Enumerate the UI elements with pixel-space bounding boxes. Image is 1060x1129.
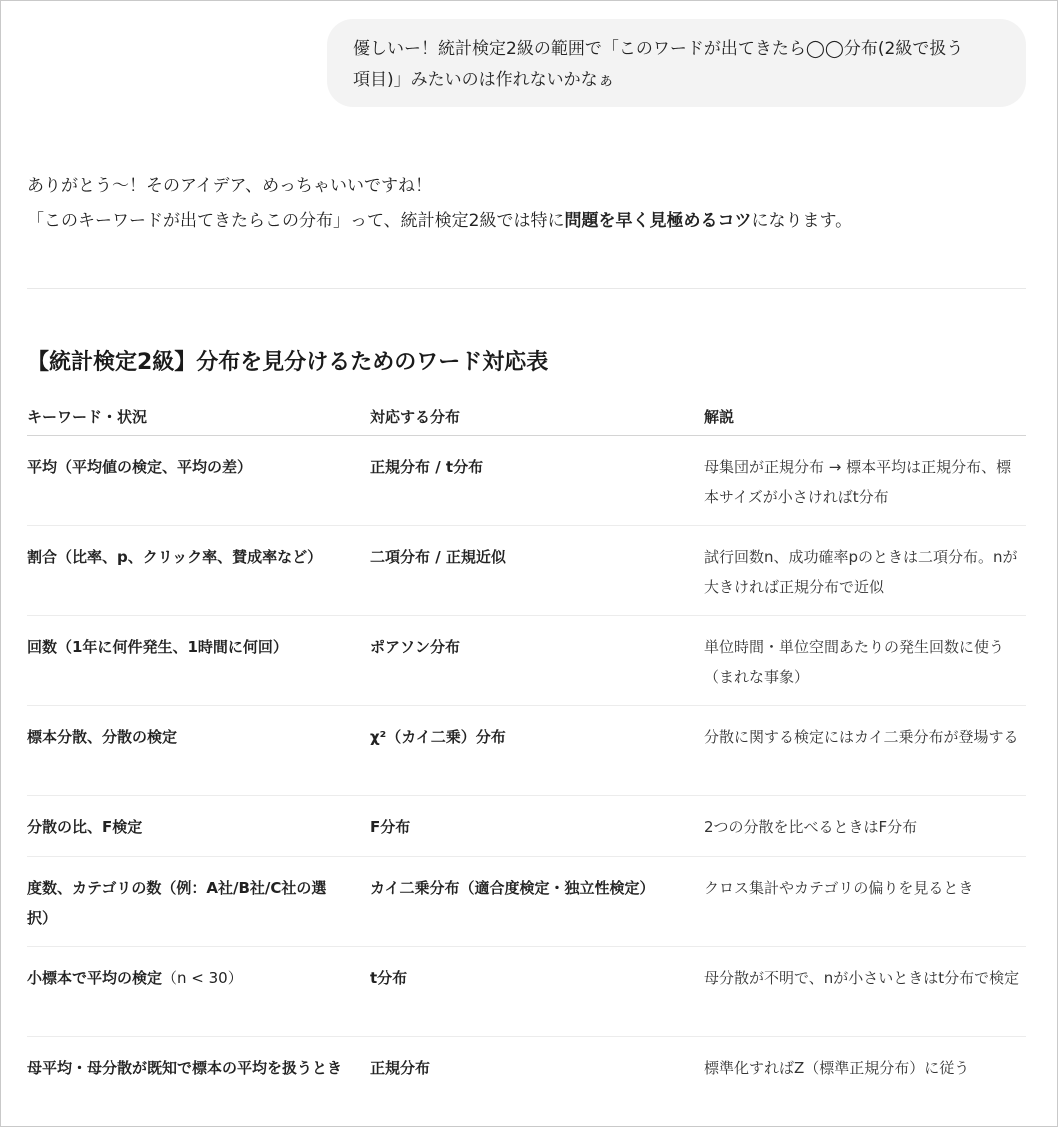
- table-row: [27, 796, 1026, 857]
- assistant-reply-line-2: [27, 204, 1027, 239]
- distribution-cell: F分布: [370, 796, 704, 857]
- explanation-cell: 単位時間・単位空間あたりの発生回数に使う（まれな事象）: [704, 616, 1026, 706]
- header-keyword: キーワード・状況: [27, 397, 370, 436]
- reply-text-suffix: になります。: [751, 211, 853, 231]
- keyword-cell: [27, 706, 370, 796]
- explanation-cell: 2つの分散を比べるときはF分布: [704, 796, 1026, 857]
- user-message-bubble: [327, 19, 1026, 107]
- reply-text-prefix: 「このキーワードが出てきたらこの分布」って、統計検定2級では特に: [27, 211, 565, 231]
- explanation-cell: 試行回数n、成功確率pのときは二項分布。nが大きければ正規分布で近似: [704, 526, 1026, 616]
- keyword-text: 平均（平均値の検定、平均の差）: [27, 458, 253, 476]
- table-row: [27, 706, 1026, 796]
- explanation-cell: クロス集計やカテゴリの偏りを見るとき: [704, 857, 1026, 947]
- user-message-line-1: 優しいー！統計検定2級の範囲で「このワードが出てきたら◯◯分布(2級で扱う: [353, 39, 964, 59]
- table-row: [27, 526, 1026, 616]
- keyword-text: 小標本で平均の検定: [27, 969, 163, 987]
- header-distribution: 対応する分布: [370, 397, 704, 436]
- section-divider: [27, 288, 1026, 289]
- explanation-cell: 分散に関する検定にはカイ二乗分布が登場する: [704, 706, 1026, 796]
- keyword-text: 度数、カテゴリの数（例：A社/B社/C社の選択）: [27, 879, 327, 927]
- table-header-row: [27, 397, 1026, 436]
- reply-text-bold: 問題を早く見極めるコツ: [564, 211, 752, 231]
- explanation-cell: 標準化すればZ（標準正規分布）に従う: [704, 1059, 970, 1077]
- distribution-cell: 正規分布 / t分布: [370, 436, 704, 526]
- keyword-text: 分散の比、F検定: [27, 818, 143, 836]
- distribution-cell: χ²（カイ二乗）分布: [370, 706, 704, 796]
- distribution-cell: カイ二乗分布（適合度検定・独立性検定）: [370, 857, 704, 947]
- keyword-text: 標本分散、分散の検定: [27, 728, 178, 746]
- header-explanation: 解説: [704, 397, 1026, 436]
- distribution-cell: 二項分布 / 正規近似: [370, 526, 704, 616]
- table-row: [27, 857, 1026, 947]
- explanation-cell: 母集団が正規分布 → 標本平均は正規分布、標本サイズが小さければt分布: [704, 436, 1026, 526]
- keyword-cell: [27, 436, 370, 526]
- table-row: [27, 616, 1026, 706]
- keyword-cell: [27, 857, 370, 947]
- keyword-extra-text: （n < 30）: [162, 969, 243, 987]
- distribution-table: [27, 397, 1026, 1126]
- keyword-cell: [27, 616, 370, 706]
- keyword-text: 回数（1年に何件発生、1時間に何回）: [27, 638, 288, 656]
- explanation-cell: 母分散が不明で、nが小さいときはt分布で検定: [704, 947, 1026, 1037]
- table-row: [27, 436, 1026, 526]
- keyword-text: 母平均・母分散が既知で標本の平均を扱うとき: [27, 1059, 343, 1077]
- assistant-reply-line-1: ありがとう〜！そのアイデア、めっちゃいいですね！: [27, 176, 432, 196]
- keyword-cell: [27, 1037, 370, 1127]
- distribution-cell: 正規分布: [370, 1059, 431, 1077]
- table-row: [27, 947, 1026, 1037]
- table-row: [27, 1037, 1026, 1127]
- keyword-text: 割合（比率、p、クリック率、賛成率など）: [27, 548, 323, 566]
- assistant-reply: [27, 169, 1027, 239]
- distribution-cell: t分布: [370, 947, 704, 1037]
- keyword-cell: [27, 526, 370, 616]
- keyword-cell: [27, 796, 370, 857]
- distribution-cell: ポアソン分布: [370, 616, 704, 706]
- user-message-line-2: 項目)」みたいのは作れないかなぁ: [353, 70, 615, 90]
- keyword-cell: [27, 947, 370, 1037]
- table-title: 【統計検定2級】分布を見分けるためのワード対応表: [27, 350, 549, 375]
